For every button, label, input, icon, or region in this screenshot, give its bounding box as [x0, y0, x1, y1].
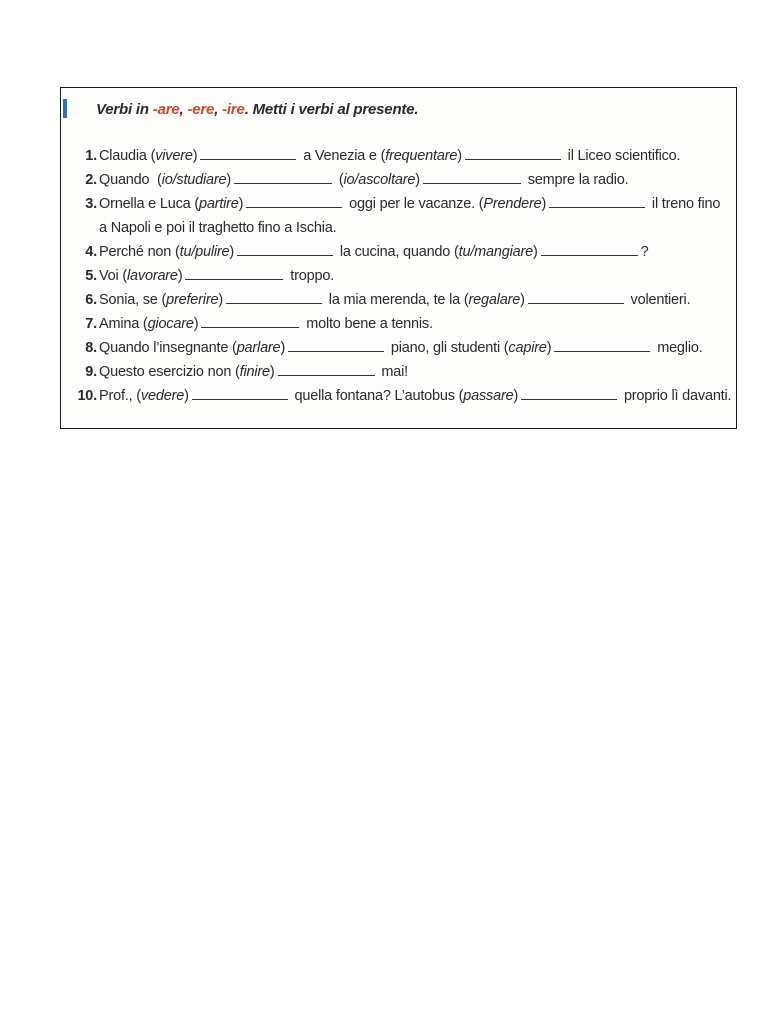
item-text: )	[415, 172, 420, 188]
verb-hint: tu/pulire	[179, 244, 230, 260]
verb-hint: io/studiare	[161, 172, 227, 188]
item-text: volentieri.	[626, 292, 691, 308]
item-text: la cucina, quando (	[336, 244, 459, 260]
title-prefix: Verbi in	[96, 101, 153, 118]
item-text: )	[226, 172, 232, 188]
item-text: il treno fino	[648, 196, 721, 212]
exercise-item-3	[73, 192, 733, 216]
answer-blank[interactable]	[185, 267, 283, 280]
item-text: )	[513, 388, 519, 404]
exercise-item-10	[73, 384, 733, 408]
item-text: a Napoli e poi il traghetto fino a Ischia.	[99, 220, 337, 236]
answer-blank[interactable]	[554, 339, 650, 352]
item-number: 3.	[85, 196, 97, 212]
verb-hint: tu/mangiare	[458, 244, 533, 260]
item-text: a Venezia e (	[299, 148, 386, 164]
item-text: Prof., (	[99, 388, 141, 404]
answer-blank[interactable]	[423, 171, 521, 184]
item-number: 10.	[77, 388, 97, 404]
verb-hint: vedere	[140, 388, 185, 404]
verb-hint: partire	[198, 196, 239, 212]
accent-bar	[63, 99, 67, 118]
answer-blank[interactable]	[192, 387, 288, 400]
item-text: )	[218, 292, 223, 308]
answer-blank[interactable]	[200, 147, 296, 160]
answer-blank[interactable]	[521, 387, 617, 400]
exercise-item-5	[73, 264, 733, 288]
item-text: )	[546, 340, 552, 356]
item-text: Claudia (	[99, 148, 156, 164]
verb-hint: parlare	[236, 340, 281, 356]
item-text: mai!	[377, 364, 408, 380]
verb-hint: giocare	[147, 316, 194, 332]
item-text: Quando (	[99, 172, 162, 188]
item-text: proprio lì davanti.	[620, 388, 732, 404]
answer-blank[interactable]	[201, 315, 299, 328]
item-text: )	[177, 268, 183, 284]
item-text: )	[520, 292, 525, 308]
title-sep: ,	[214, 101, 223, 118]
verb-hint: preferire	[166, 292, 219, 308]
answer-blank[interactable]	[528, 291, 624, 304]
item-text: )	[457, 148, 462, 164]
verb-hint: frequentare	[385, 148, 458, 164]
title-sep: ,	[179, 101, 188, 118]
answer-blank[interactable]	[549, 195, 645, 208]
verb-hint: io/ascoltare	[343, 172, 416, 188]
title-are: -are	[152, 101, 180, 118]
exercise-item-1	[73, 144, 733, 168]
answer-blank[interactable]	[278, 363, 375, 376]
verb-hint: vivere	[155, 148, 193, 164]
item-text: il Liceo scientifico.	[563, 148, 681, 164]
item-number: 2.	[85, 172, 97, 188]
item-text: ?	[640, 244, 649, 260]
item-text: Amina (	[99, 316, 148, 332]
item-text: )	[541, 196, 547, 212]
item-text: (	[335, 172, 344, 188]
item-number: 6.	[85, 292, 97, 308]
exercise-item-2	[73, 168, 733, 192]
verb-hint: lavorare	[127, 268, 178, 284]
item-number: 1.	[85, 148, 97, 164]
answer-blank[interactable]	[541, 243, 638, 256]
item-text: Ornella e Luca (	[99, 196, 199, 212]
exercise-item-6	[73, 288, 733, 312]
answer-blank[interactable]	[234, 171, 332, 184]
item-number: 8.	[85, 340, 97, 356]
item-text: )	[192, 148, 198, 164]
item-text: )	[533, 244, 538, 260]
verb-hint: Prendere	[483, 196, 542, 212]
item-text: oggi per le vacanze. (	[345, 196, 484, 212]
item-text: molto bene a tennis.	[302, 316, 433, 332]
item-text: )	[238, 196, 244, 212]
exercise-item-7	[73, 312, 733, 336]
item-text: piano, gli studenti (	[387, 340, 509, 356]
item-text: Sonia, se (	[99, 292, 167, 308]
item-number: 4.	[85, 244, 97, 260]
verb-hint: finire	[239, 364, 270, 380]
item-text: )	[193, 316, 199, 332]
item-text: Perché non (	[99, 244, 180, 260]
verb-hint: regalare	[468, 292, 521, 308]
item-text: )	[229, 244, 235, 260]
title-ere: -ere	[187, 101, 215, 118]
item-number: 9.	[85, 364, 97, 380]
item-text: Questo esercizio non (	[99, 364, 240, 380]
item-text: Quando l’insegnante (	[99, 340, 237, 356]
item-text: )	[269, 364, 275, 380]
exercise-scan	[60, 87, 737, 429]
title-suffix: . Metti i verbi al presente.	[244, 101, 419, 118]
item-text: Voi (	[99, 268, 128, 284]
exercise-title	[96, 101, 418, 118]
title-ire: -ire	[222, 101, 245, 118]
item-text: sempre la radio.	[523, 172, 629, 188]
exercise-item-8	[73, 336, 733, 360]
item-text: )	[184, 388, 189, 404]
item-number: 7.	[85, 316, 97, 332]
answer-blank[interactable]	[226, 291, 322, 304]
verb-hint: capire	[508, 340, 547, 356]
item-number: 5.	[85, 268, 97, 284]
answer-blank[interactable]	[465, 147, 561, 160]
exercise-item-9	[73, 360, 733, 384]
exercise-list	[73, 144, 733, 408]
answer-blank[interactable]	[246, 195, 342, 208]
item-text: quella fontana? L’autobus (	[290, 388, 464, 404]
item-text: )	[280, 340, 286, 356]
exercise-item-4	[73, 240, 733, 264]
item-text: la mia merenda, te la (	[324, 292, 469, 308]
exercise-item-3-continued	[73, 216, 733, 240]
answer-blank[interactable]	[288, 339, 384, 352]
item-text: meglio.	[653, 340, 703, 356]
answer-blank[interactable]	[237, 243, 333, 256]
item-text: troppo.	[286, 268, 335, 284]
verb-hint: passare	[463, 388, 514, 404]
